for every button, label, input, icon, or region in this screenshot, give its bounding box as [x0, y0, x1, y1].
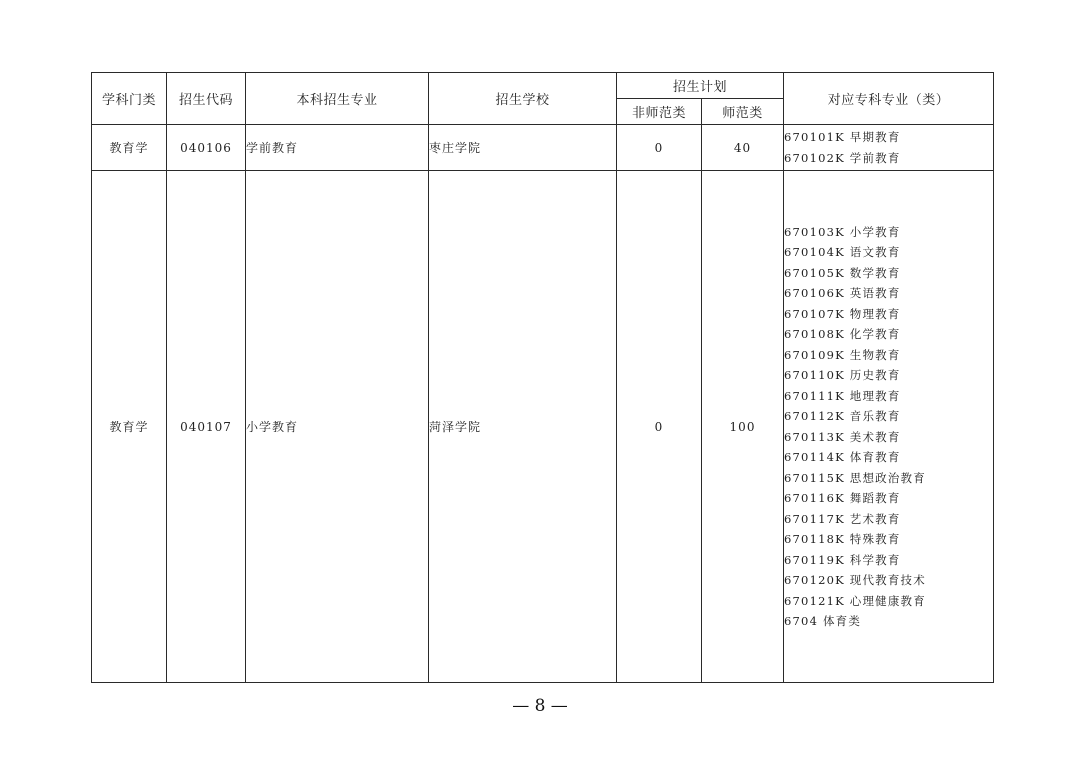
header-row [92, 73, 994, 99]
related-major-item: 670111K 地理教育 [784, 388, 901, 403]
related-major-item: 670102K 学前教育 [784, 150, 901, 165]
header-normal: 师范类 [702, 99, 784, 125]
cell-related-list [784, 125, 994, 171]
related-major-item: 670110K 历史教育 [784, 368, 901, 382]
cell-non-normal: 0 [617, 171, 702, 683]
header-major: 本科招生专业 [246, 73, 429, 125]
cell-school: 菏泽学院 [429, 171, 617, 683]
related-major-item: 670116K 舞蹈教育 [784, 491, 901, 505]
related-major-item: 670113K 美术教育 [784, 429, 901, 444]
cell-normal: 100 [702, 171, 784, 683]
related-major-item: 670115K 思想政治教育 [784, 470, 926, 485]
cell-major: 学前教育 [246, 125, 429, 171]
related-major-item: 670121K 心理健康教育 [784, 593, 926, 608]
cell-major: 小学教育 [246, 171, 429, 683]
enrollment-plan-table [91, 72, 994, 683]
related-major-item: 670112K 音乐教育 [784, 409, 901, 423]
related-major-item: 670120K 现代教育技术 [784, 573, 926, 587]
header-code: 招生代码 [167, 73, 246, 125]
header-non-normal: 非师范类 [617, 99, 702, 125]
related-major-item: 670109K 生物教育 [784, 347, 901, 362]
related-major-item: 670106K 英语教育 [784, 286, 901, 300]
header-related: 对应专科专业（类） [784, 73, 994, 125]
related-major-item: 670117K 艺术教育 [784, 511, 901, 526]
header-category: 学科门类 [92, 73, 167, 125]
related-major-item: 6704 体育类 [784, 614, 862, 628]
header-school: 招生学校 [429, 73, 617, 125]
page-number: — 8 — [512, 696, 568, 716]
related-major-item: 670119K 科学教育 [784, 552, 901, 567]
cell-category: 教育学 [92, 171, 167, 683]
related-major-item: 670108K 化学教育 [784, 327, 901, 341]
related-major-item: 670107K 物理教育 [784, 306, 901, 321]
table-row [92, 125, 994, 171]
header-plan: 招生计划 [617, 73, 784, 99]
related-major-item: 670103K 小学教育 [784, 224, 901, 239]
related-major-item: 670104K 语文教育 [784, 245, 901, 259]
cell-normal: 40 [702, 125, 784, 171]
related-major-item: 670105K 数学教育 [784, 265, 901, 280]
cell-category: 教育学 [92, 125, 167, 171]
related-major-item: 670118K 特殊教育 [784, 532, 901, 546]
cell-school: 枣庄学院 [429, 125, 617, 171]
cell-non-normal: 0 [617, 125, 702, 171]
related-major-item: 670101K 早期教育 [784, 129, 901, 144]
cell-code: 040106 [167, 125, 246, 171]
cell-related-list [784, 171, 994, 683]
cell-code: 040107 [167, 171, 246, 683]
related-major-item: 670114K 体育教育 [784, 450, 901, 464]
table-row [92, 171, 994, 683]
